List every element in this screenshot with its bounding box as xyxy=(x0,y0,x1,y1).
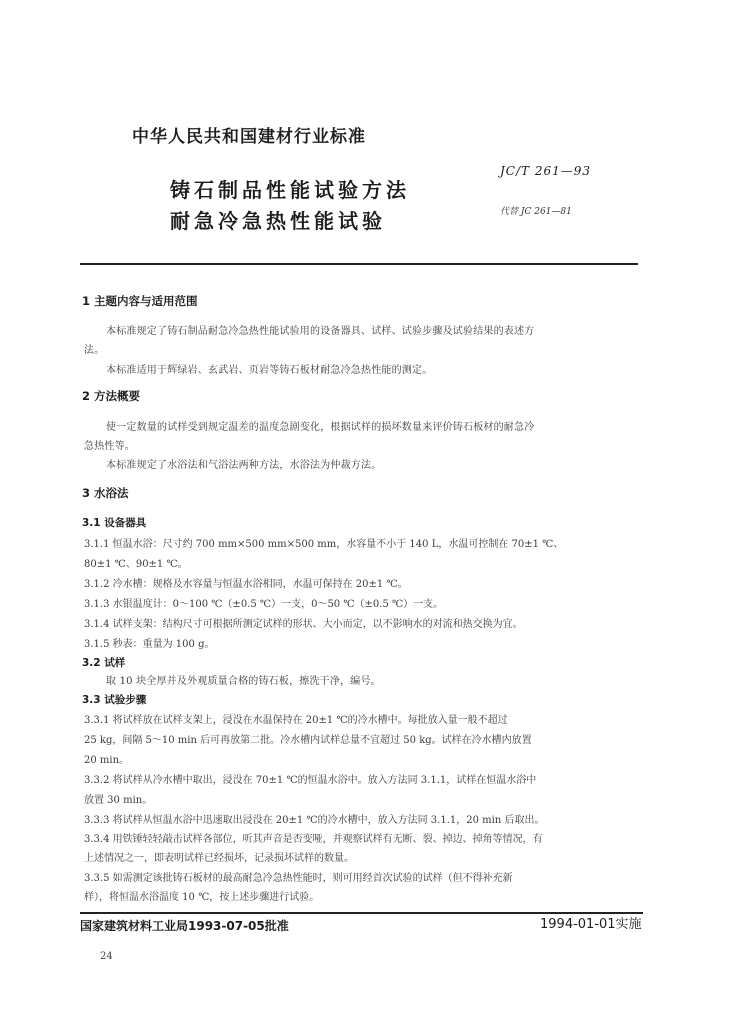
document-title: 铸石制品性能试验方法 xyxy=(170,178,410,202)
item-3-1-4: 3.1.4 试样支架：结构尺寸可根据所测定试样的形状、大小而定，以不影响水的对流和热交换为宜。 xyxy=(84,619,523,630)
section-2-paragraph-2: 本标准规定了水浴法和气浴法两种方法，水浴法为仲裁方法。 xyxy=(106,460,382,471)
subsection-3-2-heading: 3.2 试样 xyxy=(82,657,126,669)
document-subtitle: 耐急冷急热性能试验 xyxy=(170,209,386,233)
item-3-3-1-cont-2: 20 min。 xyxy=(84,755,130,766)
section-1-paragraph-2: 本标准适用于辉绿岩、玄武岩、页岩等铸石板材耐急冷急热性能的测定。 xyxy=(106,365,433,376)
approval-date: 国家建筑材料工业局1993-07-05批准 xyxy=(80,919,289,933)
item-3-1-2: 3.1.2 冷水槽：规格及水容量与恒温水浴相同，水温可保持在 20±1 ℃。 xyxy=(84,579,408,590)
section-1-paragraph-1-cont: 法。 xyxy=(84,345,105,356)
header-divider xyxy=(80,263,638,265)
item-3-3-4-cont: 上述情况之一，即表明试样已经损坏，记录损坏试样的数量。 xyxy=(84,853,354,864)
item-3-1-1-cont: 80±1 ℃、90±1 ℃。 xyxy=(84,559,188,570)
replaces-note: 代替 JC 261—81 xyxy=(500,207,572,217)
section-1-paragraph-1: 本标准规定了铸石制品耐急冷急热性能试验用的设备器具、试样、试验步骤及试验结果的表述方 xyxy=(106,326,535,337)
section-2-paragraph-1-cont: 急热性等。 xyxy=(84,441,135,452)
subsection-3-3-heading: 3.3 试验步骤 xyxy=(82,694,147,706)
item-3-3-4: 3.3.4 用铁锤轻轻敲击试样各部位，听其声音是否变哑，并观察试样有无断、裂、掉边、掉角等情况，有 xyxy=(84,834,543,845)
section-2-heading: 2 方法概要 xyxy=(82,389,141,403)
item-3-3-2: 3.3.2 将试样从冷水槽中取出，浸没在 70±1 ℃的恒温水浴中。放入方法同 3.1.1，试样在恒温水浴中 xyxy=(84,775,537,786)
item-3-3-2-cont: 放置 30 min。 xyxy=(84,795,153,806)
ministry-header: 中华人民共和国建材行业标准 xyxy=(132,127,366,147)
item-3-3-1: 3.3.1 将试样放在试样支架上，浸没在水温保持在 20±1 ℃的冷水槽中。每批放入量一般不超过 xyxy=(84,715,508,726)
subsection-3-1-heading: 3.1 设备器具 xyxy=(82,517,147,529)
effective-date: 1994-01-01实施 xyxy=(540,917,642,932)
section-3-heading: 3 水浴法 xyxy=(82,486,129,500)
page-number: 24 xyxy=(100,951,113,962)
item-3-1-1: 3.1.1 恒温水浴：尺寸约 700 mm×500 mm×500 mm，水容量不小于 140 L，水温可控制在 70±1 ℃、 xyxy=(84,539,564,550)
sample-paragraph: 取 10 块全厚并及外观质量合格的铸石板，擦洗干净，编号。 xyxy=(106,676,381,687)
item-3-3-1-cont-1: 25 kg，间隔 5～10 min 后可再放第二批。冷水槽内试样总量不宜超过 50 kg。试样在冷水槽内放置 xyxy=(84,735,532,746)
section-2-paragraph-1: 使一定数量的试样受到规定温差的温度急剧变化，根据试样的损坏数量来评价铸石板材的耐急冷 xyxy=(106,422,535,433)
item-3-3-3: 3.3.3 将试样从恒温水浴中迅速取出浸没在 20±1 ℃的冷水槽中，放入方法同 3.1.1，20 min 后取出。 xyxy=(84,815,545,826)
item-3-3-5-cont: 样），将恒温水浴温度 10 ℃，按上述步骤进行试验。 xyxy=(84,892,320,903)
item-3-1-5: 3.1.5 秒表：重量为 100 g。 xyxy=(84,639,215,650)
item-3-1-3: 3.1.3 水银温度计：0～100 ℃（±0.5 ℃）一支，0～50 ℃（±0.5 ℃）一支。 xyxy=(84,599,444,610)
section-1-heading: 1 主题内容与适用范围 xyxy=(82,294,198,308)
item-3-3-5: 3.3.5 如需测定该批铸石板材的最高耐急冷急热性能时，则可用经首次试验的试样（但不得补充新 xyxy=(84,873,513,884)
standard-code: JC/T 261—93 xyxy=(500,164,592,178)
